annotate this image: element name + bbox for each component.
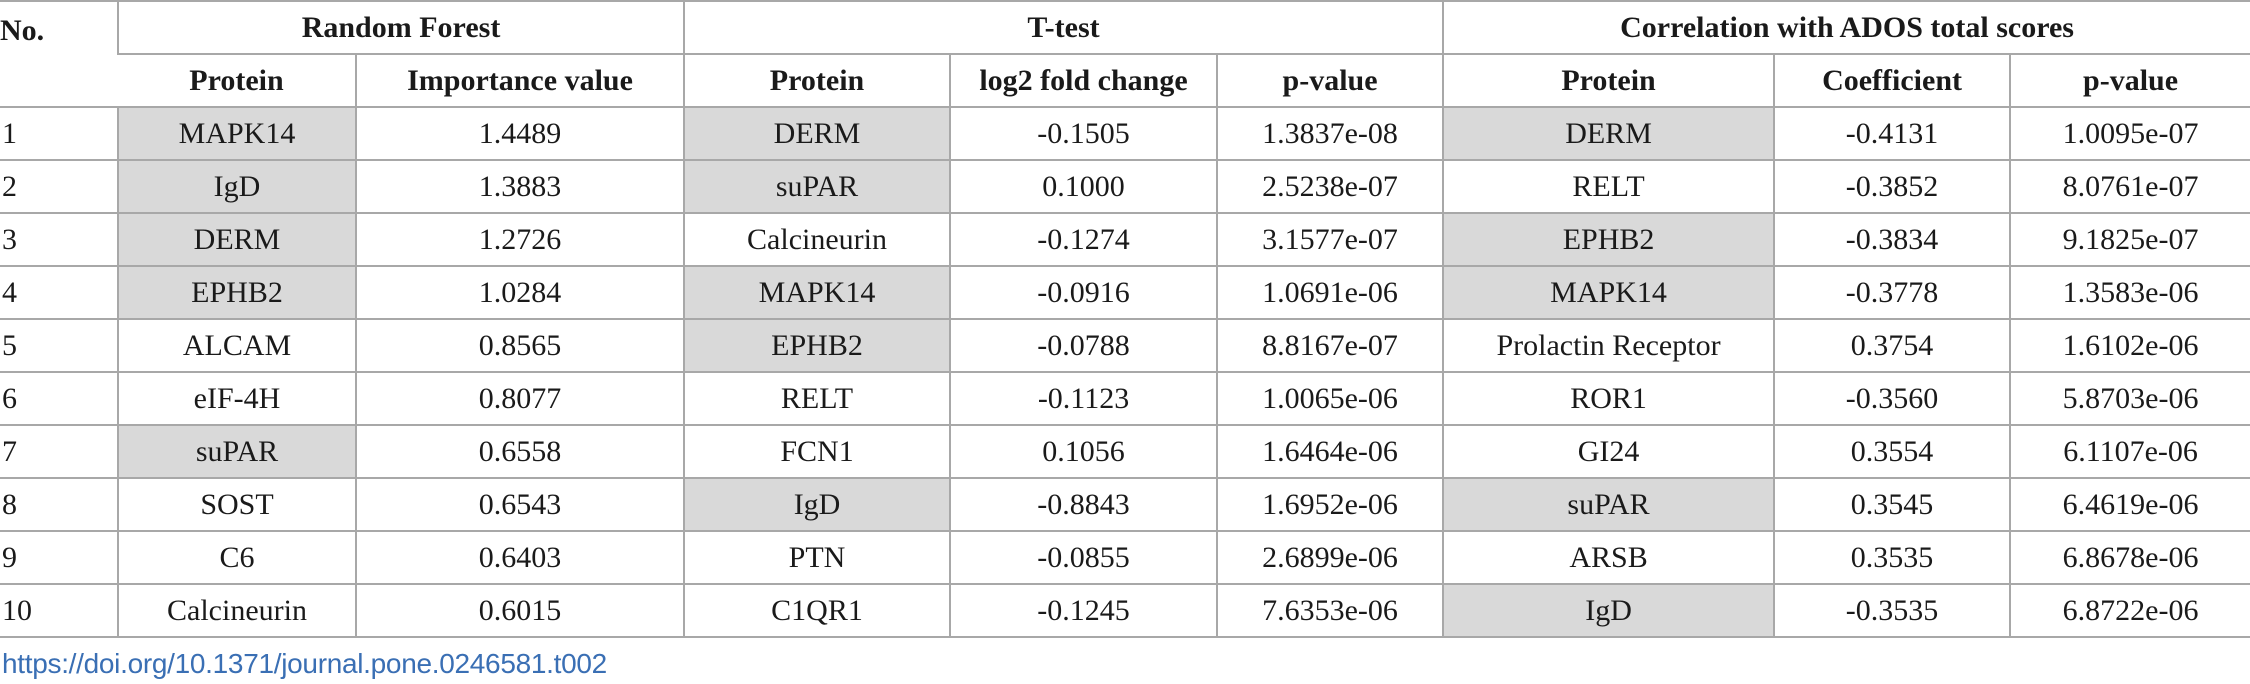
- rf-protein-cell: eIF-4H: [118, 372, 356, 425]
- rf-importance-cell: 0.6403: [356, 531, 684, 584]
- tt-p-value-cell: 1.6952e-06: [1217, 478, 1443, 531]
- row-number: 10: [0, 584, 118, 637]
- row-number: 2: [0, 160, 118, 213]
- rf-protein-cell: MAPK14: [118, 107, 356, 160]
- doi-link[interactable]: https://doi.org/10.1371/journal.pone.0246581.t002: [2, 648, 607, 679]
- corr-p-value-cell: 1.0095e-07: [2010, 107, 2250, 160]
- corr-coefficient-cell: -0.3560: [1774, 372, 2010, 425]
- no-column-header: No.: [0, 1, 118, 107]
- tt-p-value-cell: 7.6353e-06: [1217, 584, 1443, 637]
- rf-importance-cell: 0.6558: [356, 425, 684, 478]
- table-row: [0, 478, 2250, 531]
- corr-protein-cell: RELT: [1443, 160, 1774, 213]
- tt-p-value-cell: 8.8167e-07: [1217, 319, 1443, 372]
- tt-protein-cell: IgD: [684, 478, 950, 531]
- row-number: 9: [0, 531, 118, 584]
- table-row: [0, 213, 2250, 266]
- tt-protein-cell: PTN: [684, 531, 950, 584]
- tt-p-value-cell: 1.3837e-08: [1217, 107, 1443, 160]
- row-number: 7: [0, 425, 118, 478]
- tt-p-value-cell: 1.0691e-06: [1217, 266, 1443, 319]
- tt-fold-change-cell: -0.1274: [950, 213, 1217, 266]
- rf-protein-header: Protein: [118, 54, 356, 107]
- t-test-group-header: T-test: [684, 1, 1443, 54]
- corr-protein-cell: ARSB: [1443, 531, 1774, 584]
- corr-coefficient-cell: 0.3754: [1774, 319, 2010, 372]
- tt-fold-change-cell: 0.1000: [950, 160, 1217, 213]
- tt-p-value-cell: 3.1577e-07: [1217, 213, 1443, 266]
- table-row: [0, 372, 2250, 425]
- tt-fold-change-cell: -0.1505: [950, 107, 1217, 160]
- tt-protein-cell: Calcineurin: [684, 213, 950, 266]
- corr-coefficient-cell: -0.3852: [1774, 160, 2010, 213]
- rf-importance-cell: 1.2726: [356, 213, 684, 266]
- table-row: [0, 319, 2250, 372]
- corr-p-value-cell: 6.8722e-06: [2010, 584, 2250, 637]
- table-row: [0, 425, 2250, 478]
- tt-protein-cell: EPHB2: [684, 319, 950, 372]
- corr-p-value-cell: 6.4619e-06: [2010, 478, 2250, 531]
- rf-protein-cell: DERM: [118, 213, 356, 266]
- corr-protein-cell: IgD: [1443, 584, 1774, 637]
- table-row: [0, 266, 2250, 319]
- corr-p-value-header: p-value: [2010, 54, 2250, 107]
- tt-protein-cell: RELT: [684, 372, 950, 425]
- tt-p-value-cell: 2.6899e-06: [1217, 531, 1443, 584]
- corr-protein-header: Protein: [1443, 54, 1774, 107]
- corr-coefficient-cell: -0.3778: [1774, 266, 2010, 319]
- group-header-row: [0, 1, 2250, 54]
- column-header-row: [0, 54, 2250, 107]
- rf-protein-cell: EPHB2: [118, 266, 356, 319]
- corr-coefficient-cell: -0.3834: [1774, 213, 2010, 266]
- rf-protein-cell: IgD: [118, 160, 356, 213]
- rf-protein-cell: SOST: [118, 478, 356, 531]
- corr-protein-cell: GI24: [1443, 425, 1774, 478]
- rf-protein-cell: Calcineurin: [118, 584, 356, 637]
- tt-protein-cell: DERM: [684, 107, 950, 160]
- corr-coefficient-cell: -0.3535: [1774, 584, 2010, 637]
- tt-fold-change-cell: -0.0788: [950, 319, 1217, 372]
- random-forest-group-header: Random Forest: [118, 1, 684, 54]
- tt-protein-cell: C1QR1: [684, 584, 950, 637]
- corr-coefficient-cell: 0.3554: [1774, 425, 2010, 478]
- row-number: 6: [0, 372, 118, 425]
- tt-fold-change-cell: -0.0916: [950, 266, 1217, 319]
- rf-protein-cell: suPAR: [118, 425, 356, 478]
- tt-fold-change-cell: -0.0855: [950, 531, 1217, 584]
- row-number: 1: [0, 107, 118, 160]
- corr-protein-cell: DERM: [1443, 107, 1774, 160]
- rf-importance-cell: 1.3883: [356, 160, 684, 213]
- tt-protein-header: Protein: [684, 54, 950, 107]
- tt-p-value-cell: 1.6464e-06: [1217, 425, 1443, 478]
- rf-importance-cell: 1.4489: [356, 107, 684, 160]
- tt-protein-cell: suPAR: [684, 160, 950, 213]
- corr-protein-cell: MAPK14: [1443, 266, 1774, 319]
- table-body: [0, 107, 2250, 637]
- table-row: [0, 531, 2250, 584]
- tt-fold-change-header: log2 fold change: [950, 54, 1217, 107]
- corr-coefficient-cell: -0.4131: [1774, 107, 2010, 160]
- tt-protein-cell: FCN1: [684, 425, 950, 478]
- rf-protein-cell: C6: [118, 531, 356, 584]
- rf-importance-cell: 0.6543: [356, 478, 684, 531]
- row-number: 3: [0, 213, 118, 266]
- table-row: [0, 584, 2250, 637]
- rf-importance-cell: 1.0284: [356, 266, 684, 319]
- corr-p-value-cell: 6.1107e-06: [2010, 425, 2250, 478]
- corr-protein-cell: suPAR: [1443, 478, 1774, 531]
- corr-protein-cell: Prolactin Receptor: [1443, 319, 1774, 372]
- corr-coefficient-header: Coefficient: [1774, 54, 2010, 107]
- tt-protein-cell: MAPK14: [684, 266, 950, 319]
- tt-fold-change-cell: -0.1245: [950, 584, 1217, 637]
- corr-p-value-cell: 9.1825e-07: [2010, 213, 2250, 266]
- corr-p-value-cell: 5.8703e-06: [2010, 372, 2250, 425]
- tt-p-value-cell: 1.0065e-06: [1217, 372, 1443, 425]
- corr-protein-cell: ROR1: [1443, 372, 1774, 425]
- row-number: 5: [0, 319, 118, 372]
- table-row: [0, 107, 2250, 160]
- table-row: [0, 160, 2250, 213]
- correlation-group-header: Correlation with ADOS total scores: [1443, 1, 2250, 54]
- corr-coefficient-cell: 0.3545: [1774, 478, 2010, 531]
- rf-importance-cell: 0.8077: [356, 372, 684, 425]
- tt-fold-change-cell: -0.8843: [950, 478, 1217, 531]
- corr-coefficient-cell: 0.3535: [1774, 531, 2010, 584]
- corr-protein-cell: EPHB2: [1443, 213, 1774, 266]
- row-number: 4: [0, 266, 118, 319]
- tt-p-value-header: p-value: [1217, 54, 1443, 107]
- tt-p-value-cell: 2.5238e-07: [1217, 160, 1443, 213]
- row-number: 8: [0, 478, 118, 531]
- rf-protein-cell: ALCAM: [118, 319, 356, 372]
- tt-fold-change-cell: -0.1123: [950, 372, 1217, 425]
- corr-p-value-cell: 6.8678e-06: [2010, 531, 2250, 584]
- rf-importance-header: Importance value: [356, 54, 684, 107]
- rf-importance-cell: 0.6015: [356, 584, 684, 637]
- corr-p-value-cell: 8.0761e-07: [2010, 160, 2250, 213]
- corr-p-value-cell: 1.6102e-06: [2010, 319, 2250, 372]
- corr-p-value-cell: 1.3583e-06: [2010, 266, 2250, 319]
- rf-importance-cell: 0.8565: [356, 319, 684, 372]
- tt-fold-change-cell: 0.1056: [950, 425, 1217, 478]
